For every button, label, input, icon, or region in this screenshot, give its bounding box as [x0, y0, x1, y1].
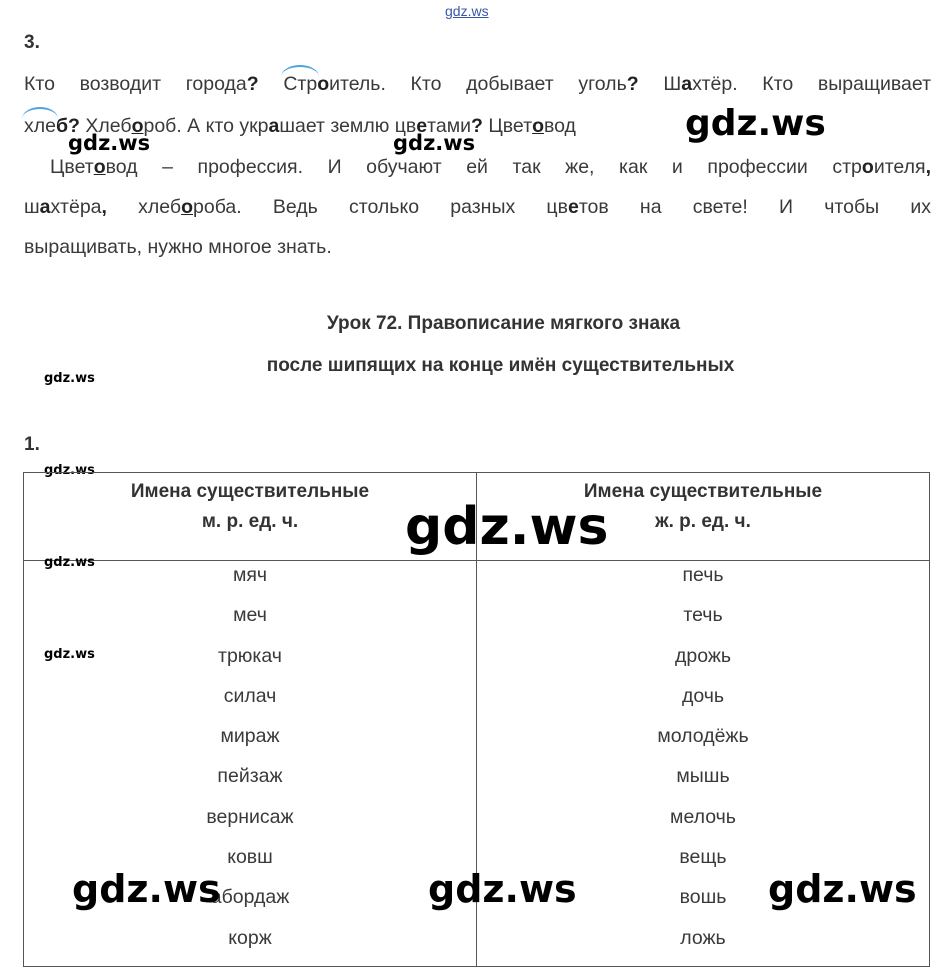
word-item: пейзаж	[217, 765, 283, 788]
watermark-small: gdz.ws	[68, 131, 151, 155]
exercise-3-number: 3.	[24, 32, 40, 53]
word-item: ковш	[227, 846, 273, 869]
word-item: дочь	[681, 684, 725, 707]
text-segment: тов на свете! И чтобы их	[578, 196, 931, 218]
text-segment: Кто возводит города	[24, 73, 247, 95]
text-segment: хлеб	[106, 196, 182, 218]
exercise-3-line-1	[24, 72, 931, 96]
text-segment: о	[317, 73, 330, 95]
text-segment: ?	[626, 73, 639, 95]
text-segment: Ш	[638, 73, 682, 95]
watermark-big: gdz.ws	[768, 867, 917, 911]
text-segment: о	[181, 196, 193, 218]
text-segment: ,	[101, 196, 107, 218]
exercise-1-number: 1.	[24, 434, 40, 455]
text-segment: ,	[925, 156, 931, 178]
text-segment: ?	[68, 115, 80, 137]
right-header-line-1: Имена существительные	[583, 481, 823, 502]
text-segment: а	[681, 73, 693, 95]
left-header-line-2: м. р. ед. ч.	[201, 511, 299, 532]
right-header-line-2: ж. р. ед. ч.	[655, 511, 751, 532]
text-segment: о	[532, 115, 544, 137]
text-segment: Цвет	[50, 156, 94, 178]
text-segment: роб. А кто укр	[143, 115, 269, 137]
text-segment: ?	[246, 73, 259, 95]
text-segment: о	[131, 115, 144, 137]
word-item: мяч	[232, 564, 268, 586]
text-segment	[259, 73, 284, 95]
word-item: вошь	[679, 886, 727, 909]
text-segment: хтёр. Кто выращивает	[692, 73, 932, 95]
text-segment: итель. Кто добывает уголь	[329, 73, 627, 95]
word-item: вещь	[679, 846, 727, 869]
watermark-big: gdz.ws	[685, 103, 826, 144]
word-item: вернисаж	[206, 805, 294, 828]
text-segment: вод – профессия. И обучают ей так же, как и профессии стр	[105, 156, 862, 178]
text-segment: е	[416, 115, 428, 137]
watermark-top[interactable]: gdz.ws	[445, 3, 489, 19]
word-item: трюкач	[218, 644, 282, 667]
word-item: дрожь	[674, 644, 732, 667]
text-segment: выращивать, нужно многое знать.	[24, 236, 332, 258]
text-segment: Хлеб	[79, 115, 132, 137]
word-item: ложь	[680, 926, 726, 949]
watermark-small: gdz.ws	[44, 371, 95, 386]
text-segment: ш	[24, 196, 40, 218]
exercise-3-line-5	[24, 235, 332, 259]
text-segment: Цвет	[482, 115, 533, 137]
word-item: мышь	[676, 765, 730, 788]
word-item: молодёжь	[657, 725, 749, 748]
text-segment: хтёра	[50, 196, 102, 218]
text-segment: ителя	[873, 156, 926, 178]
text-segment: о	[861, 156, 874, 178]
word-item: меч	[233, 604, 267, 627]
watermark-big: gdz.ws	[428, 867, 577, 911]
text-segment: хле	[24, 115, 56, 137]
text-segment: тами	[427, 115, 472, 137]
text-segment: е	[567, 196, 579, 218]
text-segment: б	[55, 115, 69, 137]
text-segment: шает землю цв	[279, 115, 417, 137]
left-header-line-1: Имена существительные	[130, 481, 370, 502]
exercise-3-line-3	[50, 155, 931, 179]
watermark-small: gdz.ws	[44, 463, 95, 478]
watermark-small: gdz.ws	[44, 647, 95, 662]
text-segment: о	[93, 156, 106, 178]
watermark-big: gdz.ws	[72, 867, 221, 911]
word-item: мираж	[220, 725, 280, 748]
word-item: печь	[682, 564, 724, 586]
word-item: мелочь	[670, 805, 736, 828]
exercise-3-line-4	[24, 195, 931, 219]
lesson-subtitle: после шипящих на конце имён существительных	[266, 355, 735, 376]
word-item: силач	[223, 684, 277, 707]
text-segment: вод	[543, 115, 576, 137]
lesson-title: Урок 72. Правописание мягкого знака	[326, 313, 681, 334]
watermark-big: gdz.ws	[405, 497, 609, 557]
watermark-small: gdz.ws	[44, 555, 95, 570]
text-segment: Стр	[283, 73, 318, 95]
text-segment: а	[268, 115, 280, 137]
word-item: абордаж	[210, 886, 290, 909]
text-segment: роба. Ведь столько разных цв	[193, 196, 568, 218]
word-item: течь	[683, 604, 723, 627]
watermark-small: gdz.ws	[393, 131, 476, 155]
text-segment: ?	[471, 115, 483, 137]
text-segment: а	[39, 196, 51, 218]
word-item: корж	[228, 926, 272, 949]
